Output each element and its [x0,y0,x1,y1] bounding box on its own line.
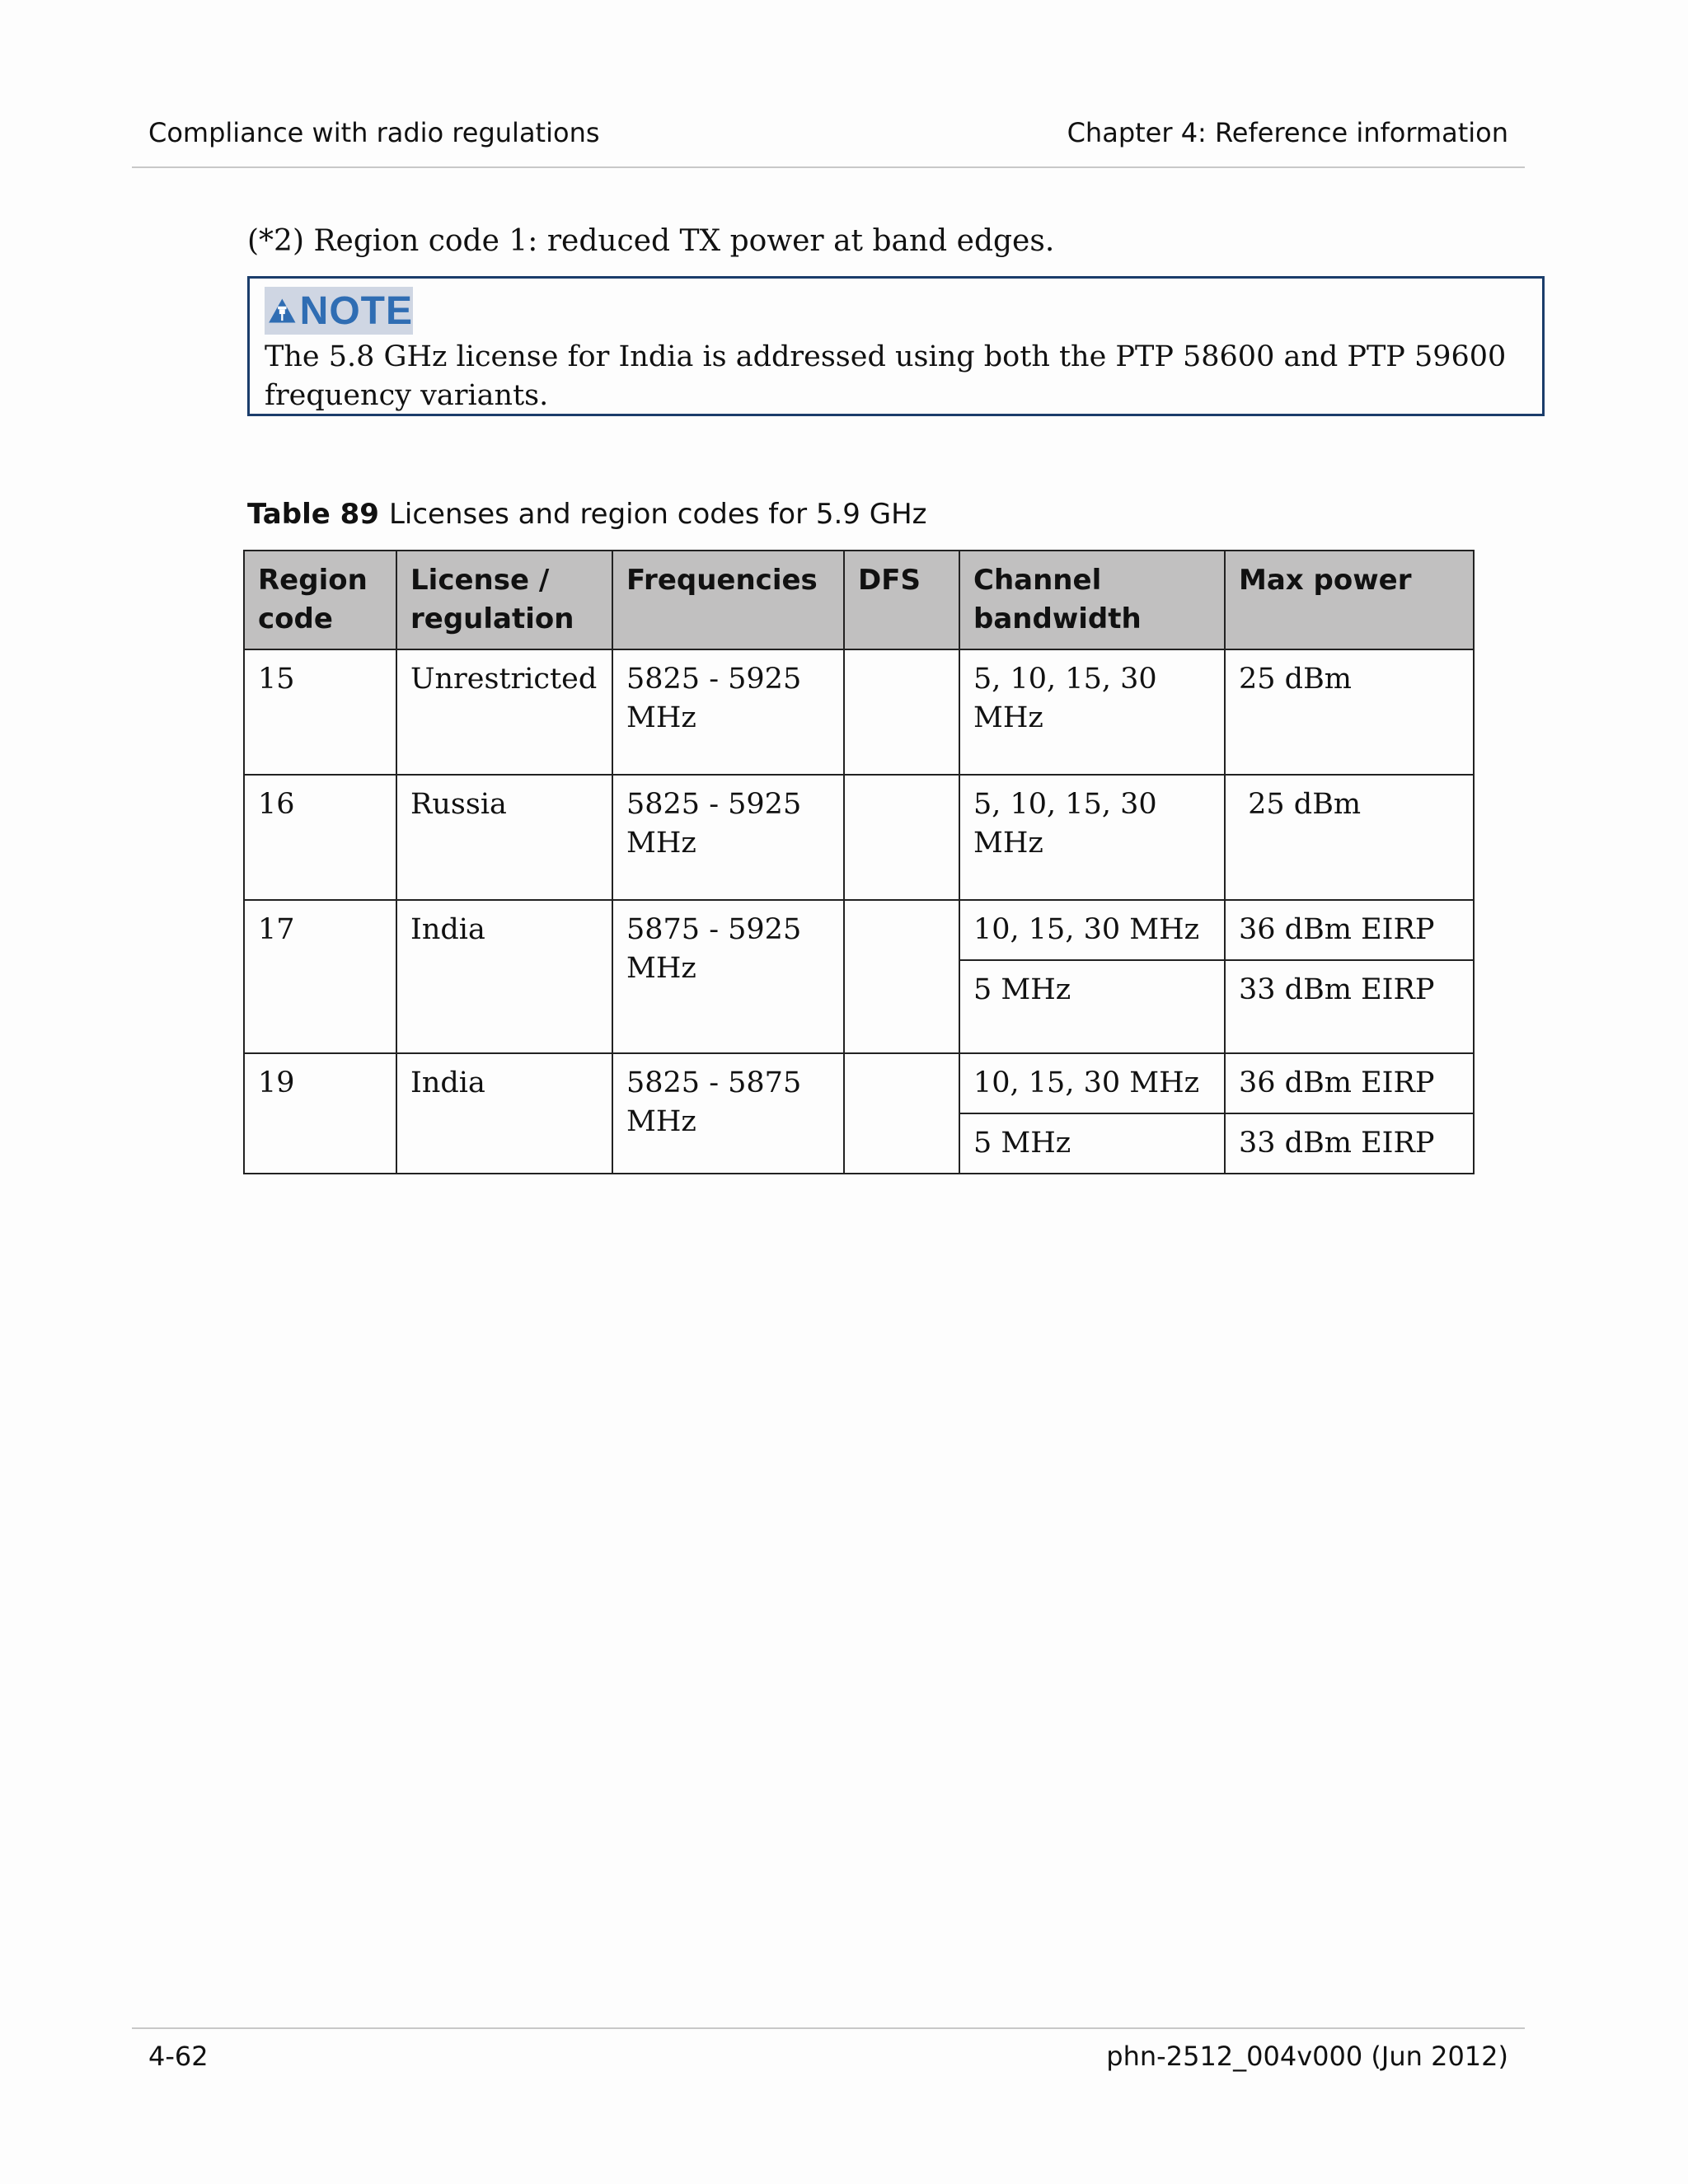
region-codes-table [243,550,1475,1174]
cell-frequencies: 5825 - 5875 MHz [612,1053,844,1174]
note-box [247,276,1545,416]
table-caption [247,498,927,531]
page-header [132,114,1525,168]
cell-power: 33 dBm EIRP [1225,960,1474,1053]
cell-bandwidth: 10, 15, 30 MHz [959,1053,1225,1113]
cell-bandwidth: 5 MHz [959,1113,1225,1174]
cell-region: 16 [244,775,396,900]
note-badge [265,287,413,335]
cell-region: 19 [244,1053,396,1174]
cell-license: Russia [396,775,612,900]
cell-bandwidth: 5 MHz [959,960,1225,1053]
table-row [244,649,1474,775]
header-dfs: DFS [844,551,959,649]
cell-frequencies: 5875 - 5925 MHz [612,900,844,1053]
note-label: NOTE [299,288,413,333]
cell-license: India [396,1053,612,1174]
cell-power: 25 dBm [1225,649,1474,775]
cell-power: 36 dBm EIRP [1225,1053,1474,1113]
cell-bandwidth: 5, 10, 15, 30 MHz [959,649,1225,775]
cell-bandwidth: 5, 10, 15, 30 MHz [959,775,1225,900]
header-region-code: Region code [244,551,396,649]
cell-power: 25 dBm [1225,775,1474,900]
table-number: Table 89 [247,498,379,531]
cell-power: 36 dBm EIRP [1225,900,1474,960]
page-number: 4-62 [148,2041,209,2072]
document-id: phn-2512_004v000 (Jun 2012) [1106,2041,1508,2072]
table-row [244,775,1474,900]
header-channel-bandwidth: Channel bandwidth [959,551,1225,649]
header-frequencies: Frequencies [612,551,844,649]
cell-dfs [844,649,959,775]
cell-region: 17 [244,900,396,1053]
note-text: The 5.8 GHz license for India is addressed using both the PTP 58600 and PTP 59600 frequency variants. [265,340,1507,412]
cell-dfs [844,1053,959,1174]
table-row [244,900,1474,960]
cell-dfs [844,900,959,1053]
header-max-power: Max power [1225,551,1474,649]
cell-dfs [844,775,959,900]
cell-bandwidth: 10, 15, 30 MHz [959,900,1225,960]
table-title: Licenses and region codes for 5.9 GHz [388,498,927,531]
table-header-row [244,551,1474,649]
cell-power: 33 dBm EIRP [1225,1113,1474,1174]
header-chapter-title: Chapter 4: Reference information [1067,117,1508,148]
cell-license: India [396,900,612,1053]
footnote-text: (*2) Region code 1: reduced TX power at band edges. [247,224,1055,258]
table-row [244,1053,1474,1113]
cell-frequencies: 5825 - 5925 MHz [612,649,844,775]
header-section-title: Compliance with radio regulations [148,117,600,148]
cell-region: 15 [244,649,396,775]
warning-pin-icon [268,288,297,333]
cell-license: Unrestricted [396,649,612,775]
page-footer [132,2027,1525,2079]
header-license: License / regulation [396,551,612,649]
cell-frequencies: 5825 - 5925 MHz [612,775,844,900]
